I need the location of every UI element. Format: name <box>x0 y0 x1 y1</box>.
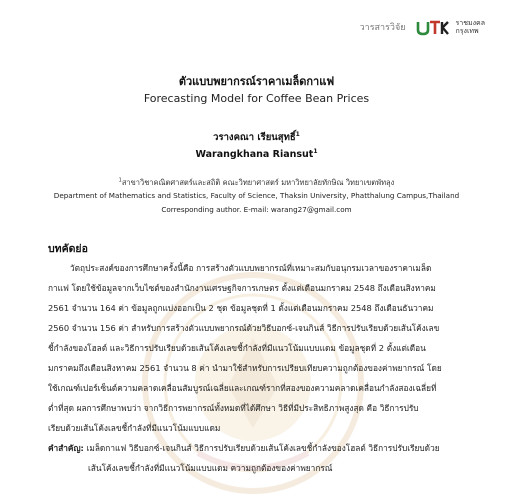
affiliation-thai-sup: 1 <box>118 177 122 184</box>
logo-side-line-2: กรุงเทพ <box>455 27 479 35</box>
logo-side-text <box>456 19 485 35</box>
keywords-line <box>48 438 468 458</box>
title-english: Forecasting Model for Coffee Bean Prices <box>143 92 370 105</box>
logo-side-line-1: ราชมงคล <box>455 19 485 27</box>
abstract-line: 2561 จำนวน 164 ค่า ข้อมูลถูกแบ่งออกเป็น 2 ชุด ข้อมูลชุดที่ 1 ตั้งแต่เดือนมกราคม 2548 ถึงเดือนธันวาคม <box>48 303 434 313</box>
keywords-label: คำสำคัญ: <box>48 443 84 453</box>
author-thai-sup: 1 <box>295 130 300 138</box>
affiliation-thai <box>0 177 513 189</box>
author-thai <box>0 130 513 145</box>
abstract-line: ใช้เกณฑ์เปอร์เซ็นต์ความคลาดเคลื่อนสัมบูรณ์เฉลี่ยและเกณฑ์รากที่สองของความคลาดเคลื่อนกำลังสองเฉลี่ยที่ <box>48 383 437 393</box>
author-thai-name: วรางคณา เรียนสุทธิ์ <box>213 132 296 143</box>
author-english-sup: 1 <box>313 148 318 155</box>
abstract-line: ชี้กำลังของโฮลต์ และวิธีการปรับเรียบด้วยเส้นโค้งเลขชี้กำลังที่มีแนวโน้มแบบแดม ข้อมูลชุดที่ 2 ตั้งแต่เดือน <box>48 343 426 353</box>
journal-name: วารสารวิจัย <box>359 23 406 33</box>
abstract-heading: บทคัดย่อ <box>48 243 88 255</box>
title-thai: ตัวแบบพยากรณ์ราคาเมล็ดกาแฟ <box>178 75 335 88</box>
abstract-line: ต่ำที่สุด ผลการศึกษาพบว่า จากวิธีการพยากรณ์ทั้งหมดที่ได้ศึกษา วิธีที่มีประสิทธิภาพสูงสุด คือ วิธีการปรับ <box>48 403 419 413</box>
keywords-continuation: เส้นโค้งเลขชี้กำลังที่มีแนวโน้มแบบแดม ความถูกต้องของค่าพยากรณ์ <box>88 463 333 473</box>
corresponding-author: Corresponding author. E-mail: warang27@gmail.com <box>161 205 352 214</box>
university-logo-icon <box>416 18 450 36</box>
author-english-name: Warangkhana Riansut <box>195 149 314 161</box>
keywords-text: เมล็ดกาแฟ วิธีบอกซ์-เจนกินส์ วิธีการปรับเรียบด้วยเส้นโค้งเลขชี้กำลังของโฮลต์ วิธีการปรับเรียบด้วย <box>83 443 440 453</box>
affiliation-english: Department of Mathematics and Statistics, Faculty of Science, Thaksin University, Phatthalung Campus,Thailand <box>53 191 460 200</box>
journal-header <box>360 16 485 38</box>
affiliation-thai-text: สาขาวิชาคณิตศาสตร์และสถิติ คณะวิทยาศาสตร์ มหาวิทยาลัยทักษิณ วิทยาเขตพัทลุง <box>121 178 395 187</box>
abstract-line: กาแฟ โดยใช้ข้อมูลจากเว็บไซต์ของสำนักงานเศรษฐกิจการเกษตร ตั้งแต่เดือนมกราคม 2548 ถึงเดือนสิงหาคม <box>48 283 436 293</box>
abstract-line: มกราคมถึงเดือนสิงหาคม 2561 จำนวน 8 ค่า นำมาใช้สำหรับการเปรียบเทียบความถูกต้องของค่าพยากรณ์ โดย <box>48 363 442 373</box>
abstract-line: วัตถุประสงค์ของการศึกษาครั้งนี้คือ การสร้างตัวแบบพยากรณ์ที่เหมาะสมกับอนุกรมเวลาของราคาเมล็ด <box>70 263 432 273</box>
abstract-body <box>48 258 468 478</box>
author-english <box>0 148 513 160</box>
abstract-line: เรียบด้วยเส้นโค้งเลขชี้กำลังที่มีแนวโน้มแบบแดม <box>48 423 221 433</box>
abstract-line: 2560 จำนวน 156 ค่า สำหรับการสร้างตัวแบบพยากรณ์ด้วยวิธีบอกซ์-เจนกินส์ วิธีการปรับเรียบด้วยเส้นโค้งเลข <box>48 323 440 333</box>
